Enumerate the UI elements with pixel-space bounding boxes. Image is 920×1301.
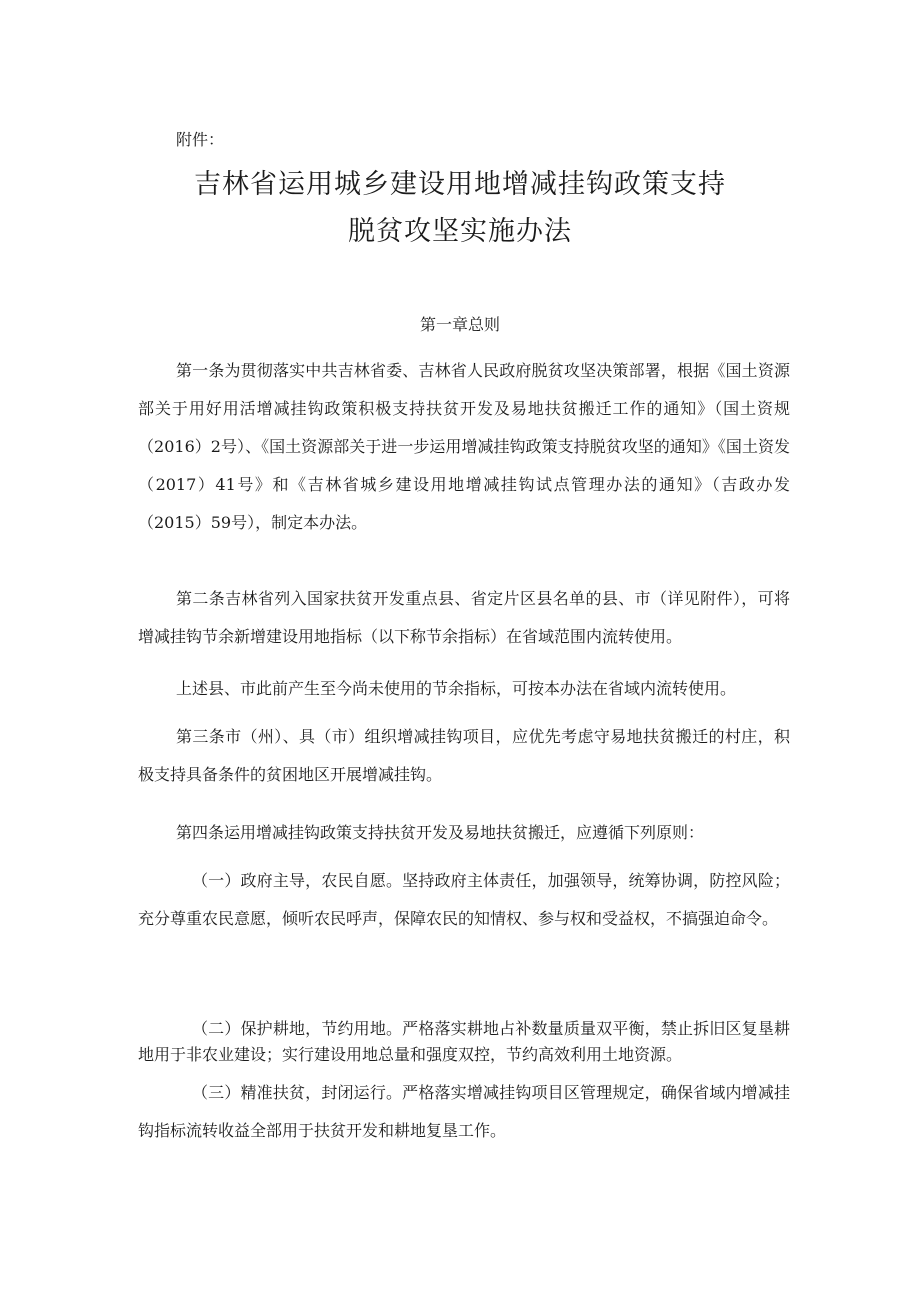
principle-3-paragraph: （三）精准扶贫，封闭运行。严格落实增减挂钩项目区管理规定，确保省域内增减挂钩指标流转收益全部用于扶贫开发和耕地复垦工作。: [138, 1083, 790, 1140]
principle-2-paragraph: （二）保护耕地，节约用地。严格落实耕地占补数量质量双平衡，禁止拆旧区复垦耕地用于非农业建设；实行建设用地总量和强度双控，节约高效利用土地资源。: [138, 1019, 790, 1064]
article-2-paragraph: 第二条吉林省列入国家扶贫开发重点县、省定片区县名单的县、市（详见附件），可将增减挂钩节余新增建设用地指标（以下称节余指标）在省域范围内流转使用。: [138, 589, 790, 646]
principle-1-paragraph: （一）政府主导，农民自愿。坚持政府主体责任，加强领导，统筹协调，防控风险；充分尊重农民意愿，倾听农民呼声，保障农民的知情权、参与权和受益权，不搞强迫命令。: [138, 871, 790, 928]
document-title-line-1: 吉林省运用城乡建设用地增减挂钩政策支持: [194, 169, 726, 200]
attachment-label: 附件：: [176, 130, 225, 149]
article-1-paragraph: 第一条为贯彻落实中共吉林省委、吉林省人民政府脱贫攻坚决策部署，根据《国土资源部关于用好用活增减挂钩政策积极支持扶贫开发及易地扶贫搬迁工作的通知》（国土资规（2016）2号）、《国土资源部关于进一步运用增减挂钩政策支持脱贫攻坚的通知》《国土资发（2017）41号》和《吉林省城乡建设用地增减挂钩试点管理办法的通知》（吉政办发（2015）59号），制定本办法。: [138, 361, 790, 532]
article-3-paragraph: 第三条市（州）、具（市）组织增减挂钩项目，应优先考虑守易地扶贫搬迁的村庄，积极支持具备条件的贫困地区开展增减挂钩。: [138, 727, 790, 784]
unused-surplus-paragraph: 上述县、市此前产生至今尚未使用的节余指标，可按本办法在省域内流转使用。: [176, 679, 737, 698]
chapter-heading: 第一章总则: [419, 315, 500, 334]
article-4-paragraph: 第四条运用增减挂钩政策支持扶贫开发及易地扶贫搬迁，应遵循下列原则：: [176, 823, 705, 842]
document-title-line-2: 脱贫攻坚实施办法: [348, 216, 572, 247]
